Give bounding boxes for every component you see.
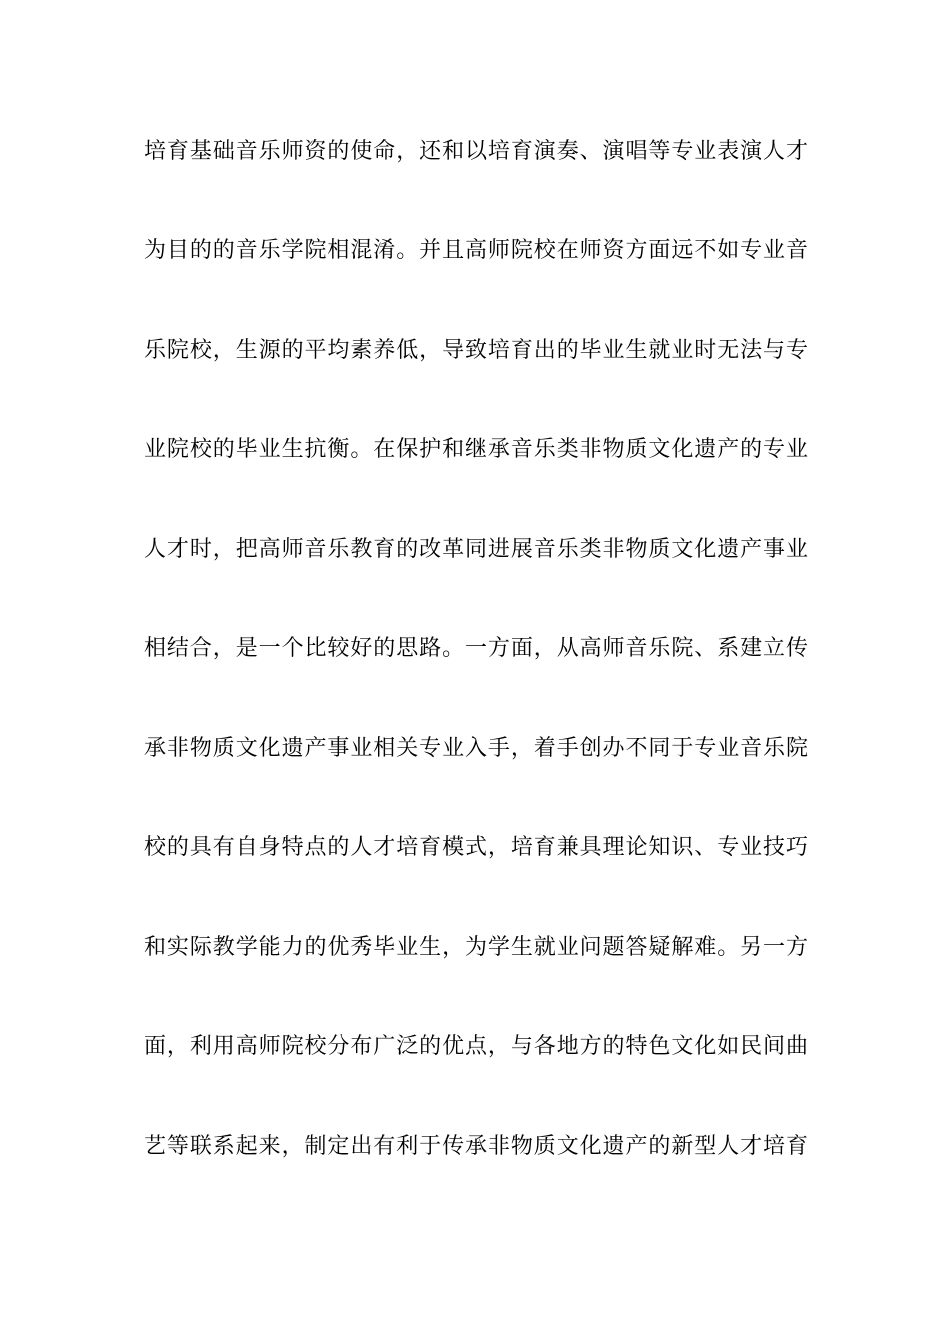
paragraph-line: 培育基础音乐师资的使命，还和以培育演奏、演唱等专业表演人才 [144,139,808,164]
paragraph-line: 承非物质文化遗产事业相关专业入手，着手创办不同于专业音乐院 [144,736,808,761]
paragraph-line: 人才时，把高师音乐教育的改革同进展音乐类非物质文化遗产事业 [144,537,808,562]
paragraph-line: 面，利用高师院校分布广泛的优点，与各地方的特色文化如民间曲 [144,1034,808,1059]
paragraph-line: 乐院校，生源的平均素养低，导致培育出的毕业生就业时无法与专 [144,338,808,363]
paragraph-line: 和实际教学能力的优秀毕业生，为学生就业问题答疑解难。另一方 [144,935,808,960]
paragraph-line: 为目的的音乐学院相混淆。并且高师院校在师资方面远不如专业音 [144,238,808,263]
paragraph-line: 业院校的毕业生抗衡。在保护和继承音乐类非物质文化遗产的专业 [144,437,808,462]
paragraph-line: 艺等联系起来，制定出有利于传承非物质文化遗产的新型人才培育 [144,1134,808,1159]
paragraph-line: 相结合，是一个比较好的思路。一方面，从高师音乐院、系建立传 [144,636,808,661]
paragraph-line: 校的具有自身特点的人才培育模式，培育兼具理论知识、专业技巧 [144,835,808,860]
